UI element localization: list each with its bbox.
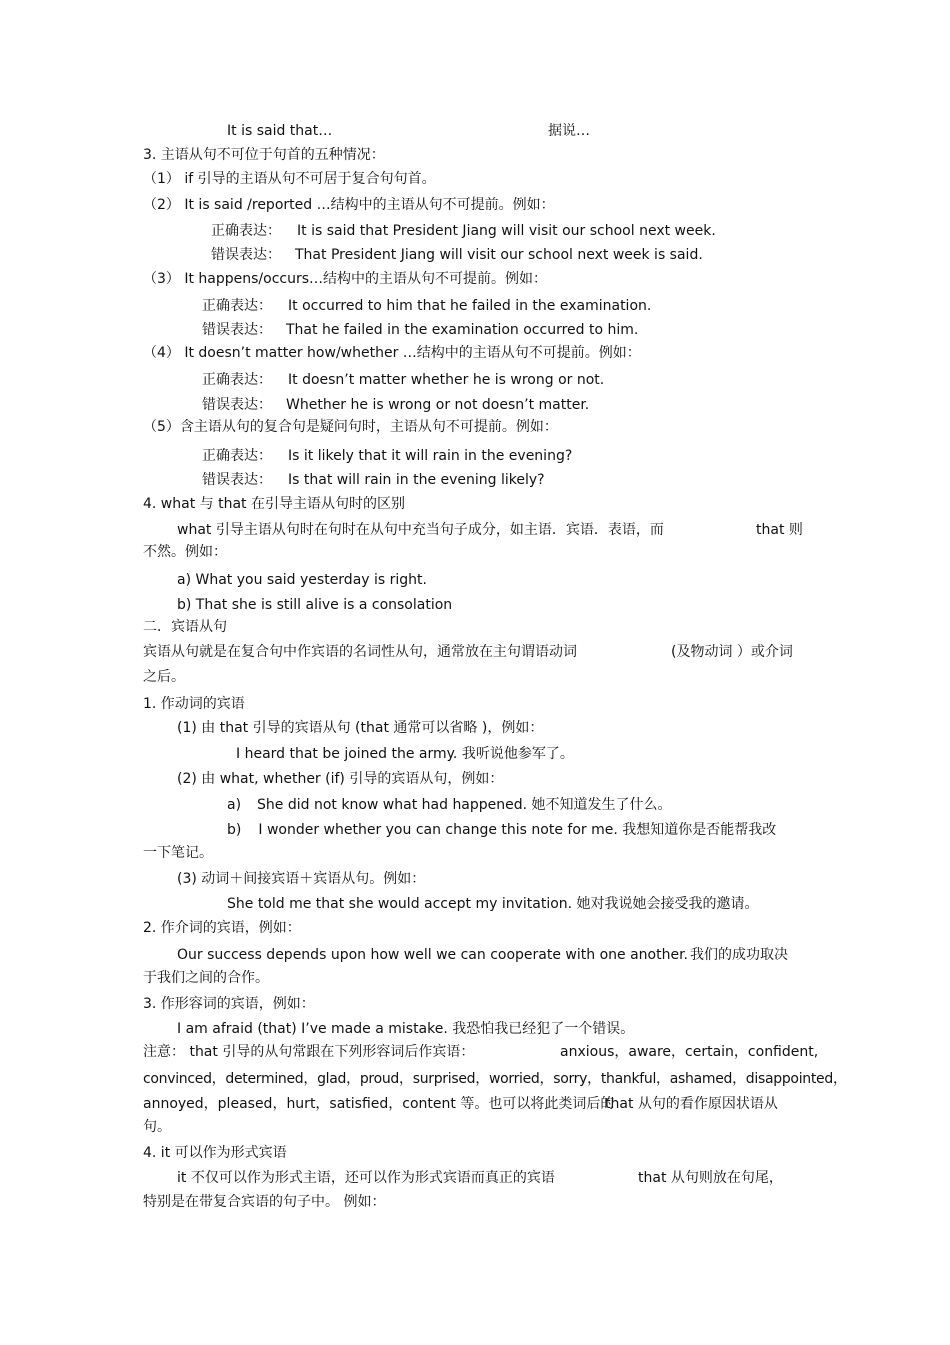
text-line: 正确表达： It doesn’t matter whether he is wrong or not. <box>202 372 605 388</box>
text-line: 据说… <box>548 123 590 139</box>
text-line: what 引导主语从句时在句时在从句中充当句子成分，如主语．宾语．表语，而 <box>177 522 664 538</box>
note-line: convinced，determined，glad，proud，surprised，worried，sorry，thankful，ashamed，disappointed， <box>143 1071 847 1087</box>
text-line: 之后。 <box>143 669 185 685</box>
text-line: (及物动词 ）或介词 <box>671 644 793 660</box>
example-line: I am afraid (that) I’ve made a mistake. 我恐怕我已经犯了一个错误。 <box>177 1021 635 1037</box>
text-line: （1） if 引导的主语从句不可居于复合句句首。 <box>143 171 436 187</box>
example-line: a) What you said yesterday is right. <box>177 572 427 588</box>
section-heading: 3. 主语从句不可位于句首的五种情况： <box>143 147 385 163</box>
text-line: 正确表达： It is said that President Jiang will visit our school next week. <box>211 223 716 239</box>
text-line: that 从句则放在句尾， <box>638 1170 783 1186</box>
text-line: 一下笔记。 <box>143 845 213 861</box>
text-line: 不然。例如： <box>143 544 227 560</box>
example-line: a) She did not know what had happened. 她不知道发生了什么。 <box>227 797 672 813</box>
text-line: （4） It doesn’t matter how/whether …结构中的主语从句不可提前。例如： <box>143 345 641 361</box>
text-line: 错误表达： That President Jiang will visit our school next week is said. <box>211 247 703 263</box>
text-line: 错误表达： Whether he is wrong or not doesn’t matter. <box>202 397 590 413</box>
text-line: （2） It is said /reported …结构中的主语从句不可提前。例如： <box>143 197 555 213</box>
text-line: （5）含主语从句的复合句是疑问句时，主语从句不可提前。例如： <box>143 419 558 435</box>
text-line: it 不仅可以作为形式主语，还可以作为形式宾语而真正的宾语 <box>177 1170 555 1186</box>
note-line: 注意： that 引导的从句常跟在下列形容词后作宾语： <box>143 1044 475 1060</box>
text-line: （3） It happens/occurs…结构中的主语从句不可提前。例如： <box>143 271 548 287</box>
text-line: (2) 由 what, whether (if) 引导的宾语从句，例如： <box>177 771 504 787</box>
text-line: (1) 由 that 引导的宾语从句 (that 通常可以省略 )，例如： <box>177 720 544 736</box>
text-line: (3) 动词＋间接宾语＋宾语从句。例如： <box>177 871 426 887</box>
text-line: 正确表达： Is it likely that it will rain in the evening? <box>202 448 573 464</box>
example-line: I heard that be joined the army. 我听说他参军了。 <box>236 746 574 762</box>
example-line: b) I wonder whether you can change this note for me. 我想知道你是否能帮我改 <box>227 822 777 838</box>
text-line: 正确表达： It occurred to him that he failed in the examination. <box>202 298 652 314</box>
section-heading: 3. 作形容词的宾语，例如： <box>143 996 315 1012</box>
note-line: annoyed，pleased，hurt，satisfied，content 等。也可以将此类词后的 <box>143 1096 615 1112</box>
example-line: 我们的成功取决 <box>690 947 788 963</box>
example-line: b) That she is still alive is a consolation <box>177 597 453 613</box>
section-heading: 2. 作介词的宾语，例如： <box>143 920 301 936</box>
example-line: She told me that she would accept my invitation. 她对我说她会接受我的邀请。 <box>227 896 759 912</box>
section-heading: 二．宾语从句 <box>143 619 227 635</box>
text-line: 错误表达： Is that will rain in the evening likely? <box>202 472 545 488</box>
section-heading: 1. 作动词的宾语 <box>143 696 245 712</box>
text-line: It is said that… <box>227 123 333 139</box>
text-line: 错误表达： That he failed in the examination occurred to him. <box>202 322 639 338</box>
text-line: 句。 <box>143 1119 171 1135</box>
section-heading: 4. what 与 that 在引导主语从句时的区别 <box>143 496 405 512</box>
text-line: that 则 <box>756 522 803 538</box>
text-line: 特别是在带复合宾语的句子中。 例如： <box>143 1194 386 1210</box>
section-heading: 4. it 可以作为形式宾语 <box>143 1145 287 1161</box>
note-line: anxious，aware，certain，confident, <box>560 1044 819 1060</box>
example-line: Our success depends upon how well we can cooperate with one another. <box>177 947 688 963</box>
text-line: 于我们之间的合作。 <box>143 970 269 986</box>
text-line: 宾语从句就是在复合句中作宾语的名词性从句，通常放在主句谓语动词 <box>143 644 577 660</box>
note-line: that 从句的看作原因状语从 <box>605 1096 778 1112</box>
